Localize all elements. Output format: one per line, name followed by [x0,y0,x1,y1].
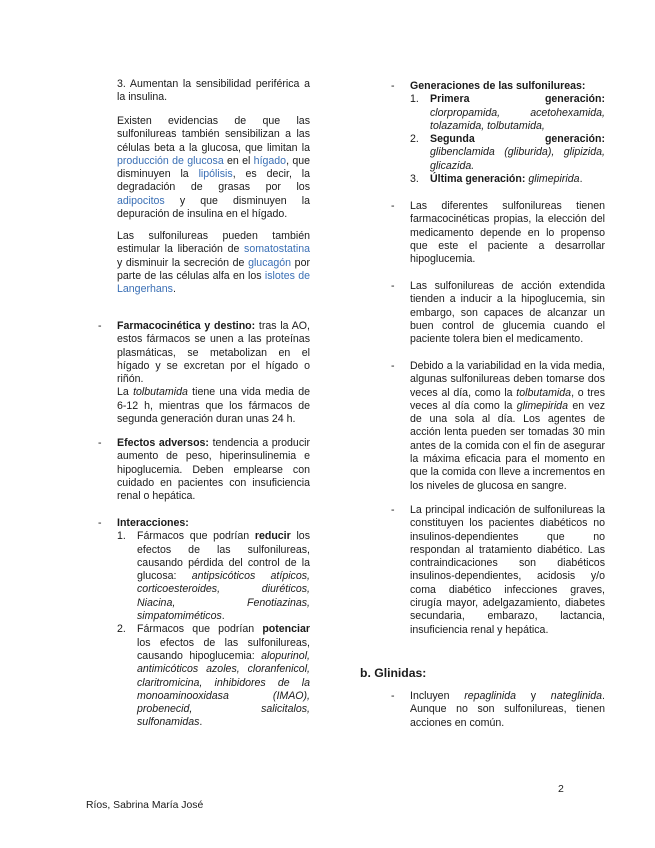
link-islotes-langerhans[interactable]: islotes de Langerhans [117,269,310,296]
link-somatostatina[interactable]: somatostatina [244,243,310,256]
link-higado[interactable]: hígado [253,154,287,167]
page-number: 2 [558,783,564,795]
list-item: 1. Fármacos que podrían reducir los efectos de las sulfonilureas, causando pérdida del control de la glucosa: antipsicóticos atípicos, corticoesteroides, diuréticos, Niacina, Fenotiazinas, simpatomiméticos. [117,530,310,623]
footer-author: Ríos, Sabrina María José [86,800,204,811]
bullet-farmacocineticas-propias: - Las diferentes sulfonilureas tienen farmacocinéticas propias, la elección del medicamento depende en lo propenso que este el paciente a desarrollar hipoglucemia. [391,200,605,266]
bullet-vida-media: - Debido a la variabilidad en la vida media, algunas sulfonilureas deben tomarse dos veces al día, como la tolbutamida, o tres veces al día como la glimepirida en vez de una sola al día. Los agentes de acción lenta pueden ser tomadas 30 min antes de la comida con el fin de asegurar la máxima eficacia para el momento en que la comida con lleve a incrementos en los niveles de glucosa en sangre. [391,360,606,492]
paragraph-somatostatina: Las sulfonilureas pueden también estimular la liberación de somatostatina y disminuir la secreción de glucagón por parte de las células alfa en los islotes de Langerhans. [117,230,310,296]
list-item: 2. Fármacos que podrían potenciar los efectos de las sulfonilureas, causando hipoglucemia: alopurinol, antimicóticos azoles, cloranfenicol, claritromicina, inhibidores de la monoaminooxidasa (IMAO), probenecid, salicitalos, sulfonamidas. [117,623,310,729]
link-glucagon[interactable]: glucagón [248,256,292,269]
link-lipolisis[interactable]: lipólisis [198,168,233,181]
list-item: 1. Primera generación: clorpropamida, acetohexamida, tolazamida, tolbutamida, [410,93,605,132]
paragraph-evidencias: Existen evidencias de que las sulfonilureas también sensibilizan a las células beta a la glucosa, que limitan la producción de glucosa en el hígado, que disminuyen la lipólisis, es decir, la degradación de grasas por los adipocitos y que disminuyen la depuración de insulina en el hígado. [117,115,311,221]
bullet-efectos-adversos: - Efectos adversos: tendencia a producir aumento de peso, hiperinsulinemia e hipoglucemia. Deben emplearse con cuidado en pacientes con insuficiencia renal o hepática. [98,437,310,503]
bullet-farmacocinetica: - Farmacocinética y destino: tras la AO, estos fármacos se unen a las proteínas plasmáticas, se metabolizan en el hígado y se excretan por el hígado o riñón. La tolbutamida tiene una vida media de 6-12 h, mientras que los fármacos de segunda generación duran unas 24 h. [98,320,310,426]
link-produccion-glucosa[interactable]: producción de glucosa [117,154,224,167]
list-item: 3. Última generación: glimepirida. [410,173,583,186]
link-adipocitos[interactable]: adipocitos [117,194,165,207]
bullet-glinidas: - Incluyen repaglinida y nateglinida. Aunque no son sulfonilureas, tienen acciones en común. [391,690,605,729]
paragraph-sensibilidad: 3. Aumentan la sensibilidad periférica a la insulina. [117,78,310,104]
section-heading-glinidas: b. Glinidas: [360,666,427,680]
bullet-indicacion: - La principal indicación de sulfonilureas la constituyen los pacientes diabéticos no insulinos-dependientes que no respondan al tratamiento diabético. Las contraindicaciones son diabéticos insulinos-dependientes, acidosis y/o coma diabético infecciones graves, cirugía mayor, adelgazamiento, diabetes secundaria, embarazo, lactancia, insuficiencia renal y hepática. [391,504,605,636]
bullet-accion-extendida: - Las sulfonilureas de acción extendida tienden a inducir a la hipoglucemia, sin embargo, son capaces de alcanzar un buen control de glucemia cuando el paciente tolera bien el medicamento. [391,280,605,346]
list-item: 2. Segunda generación: glibenclamida (gliburida), glipizida, glicazida. [410,133,605,172]
bullet-interacciones: - Interacciones: 1. Fármacos que podrían reducir los efectos de las sulfonilureas, causando pérdida del control de la glucosa: antipsicóticos atípicos, corticoesteroides, diuréticos, Niacina, Fenotiazinas, simpatomiméticos. 2. Fármacos que podrían potenciar los efectos de las sulfonilureas, causando hipoglucemia: alopurinol, antimicóticos azoles, cloranfenicol, claritromicina, inhibidores de la monoaminooxidasa (IMAO), probenecid, salicitalos, sulfonamidas. [98,517,310,729]
bullet-generaciones: - Generaciones de las sulfonilureas: 1. Primera generación: clorpropamida, acetohexamida, tolazamida, tolbutamida, 2. Segunda generación: glibenclamida (gliburida), glipizida, glicazida. 3. Última generación: glimepirida. [391,80,605,186]
